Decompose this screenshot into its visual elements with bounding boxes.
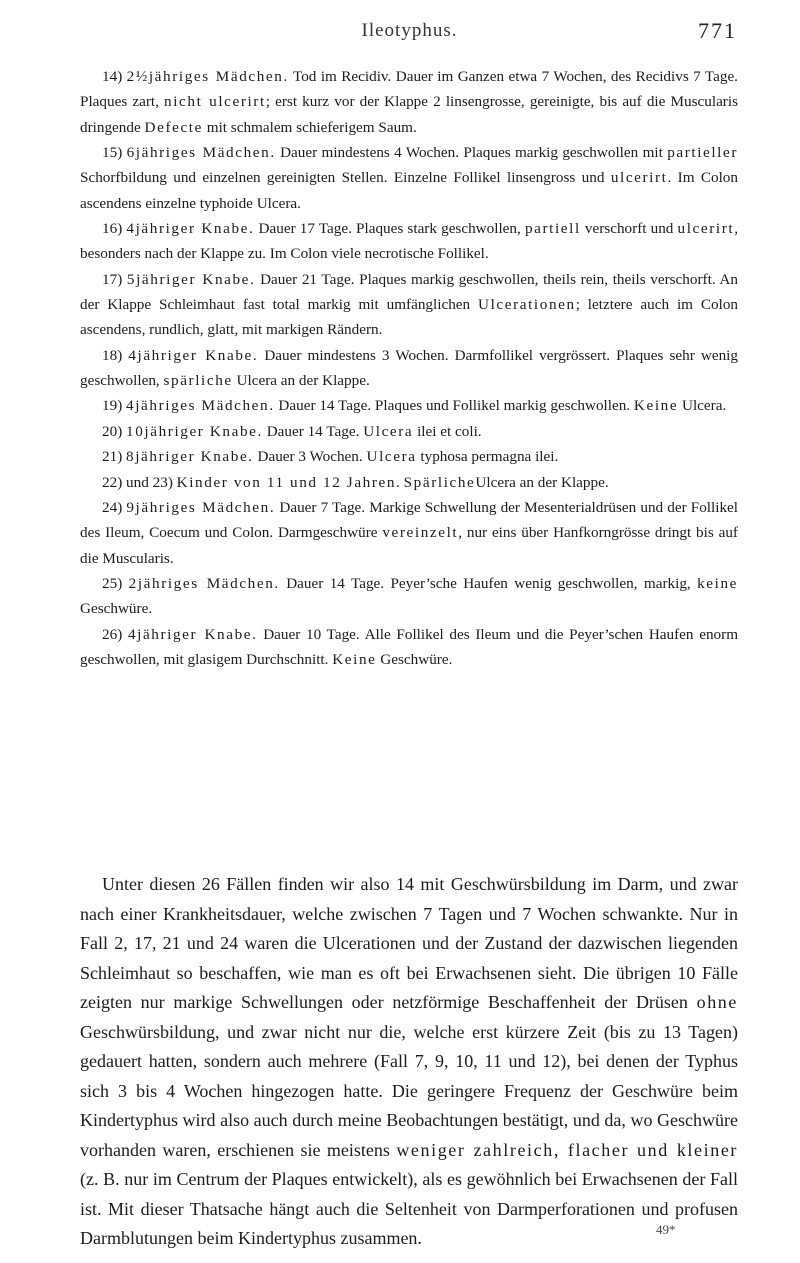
case-entry [80,622,738,673]
case-text: Geschwüre. [80,600,153,618]
summary-segment: (z. B. nur im Centrum der Plaques entwickelt), als es gewöhnlich bei Erwachsenen der Fall ist. Mit dieser Thatsache hängt auch die Seltenheit von Darmperforationen und profusen Darmblutungen beim Kindertyphus zusammen. [80,1169,738,1248]
case-number: 19) [102,397,127,415]
case-text: nicht ulcerirt [164,93,266,111]
summary-segment: Unter diesen 26 Fällen finden wir also 14 mit Geschwürsbildung im Darm, und zwar nach einer Krankheitsdauer, welche zwischen 7 Tagen und 7 Wochen schwankte. Nur in Fall 2, 17, 21 und 24 waren die Ulcerationen und der Zustand der dazwischen liegenden Schleimhaut so beschaffen, wie man es oft bei Erwachsenen sieht. Die übrigen 10 Fälle zeigten nur markige Schwellungen oder netzförmige Beschaffenheit der Drüsen [80,874,738,1012]
case-text: Defecte [144,118,203,136]
case-text: partiell [524,220,581,238]
summary-text [80,870,738,1254]
case-patient: 4jähriger Knabe. [126,220,255,238]
case-text: partieller [667,144,738,162]
case-text: Geschwüre. [376,650,453,668]
case-patient: 2jähriges Mädchen. [128,574,280,592]
case-entry [80,64,738,140]
case-patient: 5jähriger Knabe. [126,270,256,288]
case-entry [80,140,738,216]
case-patient: 10jähriger Knabe. [126,422,263,440]
summary-segment: ohne [696,992,738,1012]
signature-mark: 49* [656,1222,676,1237]
page-number: 771 [698,18,737,43]
case-text: keine [697,574,738,592]
case-text: und 23) [126,473,177,491]
case-text: Kinder von 11 und 12 Jahren [176,473,397,491]
case-text: Dauer 10 Tage. Alle Follikel des Ileum und die Peyer’schen Haufen enorm geschwollen, mit glasigem Durchschnitt. [80,625,739,668]
case-text: Dauer 14 Tage. Plaques und Follikel markig geschwollen. [274,397,634,415]
summary-paragraph [80,870,738,1254]
case-number: 18) [102,346,129,364]
case-text: . [396,473,404,491]
case-text: vereinzelt [382,524,459,542]
case-text: ; letztere auch im Colon ascendens, rundlich, glatt, mit markigen Rändern. [80,296,739,339]
case-text: Dauer 17 Tage. Plaques stark geschwollen, [254,220,525,238]
case-number: 20) [102,422,127,440]
case-number: 16) [102,220,127,238]
case-text: Dauer 14 Tage. Peyer’sche Haufen wenig geschwollen, markig, [279,574,698,592]
case-text: ilei et coli. [413,422,482,440]
case-patient: 8jähriger Knabe. [126,448,254,466]
case-text: Ulcera an der Klappe. [475,473,609,491]
case-text: Schorfbildung und einzelnen gereinigten Stellen. Einzelne Follikel linsengross und [80,169,611,187]
case-text: Dauer 7 Tage. Markige Schwellung der Mesenterialdrüsen und der Follikel des Ileum, Coecum und Colon. Darmgeschwüre [80,498,738,542]
case-number: 17) [102,270,127,288]
case-number: 24) [102,498,127,516]
case-text: Dauer mindestens 3 Wochen. Darmfollikel vergrössert. Plaques sehr wenig geschwollen, [80,346,738,390]
case-text: Dauer 21 Tage. Plaques markig geschwollen, theils rein, theils verschorft. An der Klappe Schleimhaut fast total markig mit umfänglichen [80,270,738,314]
case-text: typhosa permagna ilei. [416,448,559,466]
case-text: Ulcera. [678,397,727,415]
case-text: spärliche [163,372,233,390]
case-entry [80,267,738,343]
case-text: Keine [332,650,377,668]
summary-segment: Geschwürsbildung, und zwar nicht nur die, welche erst kürzere Zeit (bis zu 13 Tagen) gedauert hatten, sondern auch mehrere (Fall 7, 9, 10, 11 und 12), bei denen der Typhus sich 3 bis 4 Wochen hingezogen hatte. Die geringere Frequenz der Geschwüre beim Kindertyphus wird also auch durch meine Beobachtungen bestätigt, und da, wo Geschwüre vorhanden waren, erschienen sie meistens [80,1021,738,1160]
case-text: Dauer mindestens 4 Wochen. Plaques markig geschwollen mit [275,144,668,162]
case-entry [80,571,738,622]
case-entry [80,343,738,394]
case-patient: 4jähriges Mädchen. [126,397,275,415]
case-text: Ulcera [363,422,414,440]
case-patient: 9jähriges Mädchen. [126,498,276,516]
case-list [80,64,738,672]
case-entry [80,216,738,267]
case-text: Spärliche [403,473,476,491]
case-patient: 2½jähriges Mädchen. [126,68,289,85]
case-text: . Im Colon ascendens einzelne typhoide Ulcera. [80,169,738,212]
case-patient: 6jähriges Mädchen. [126,144,276,162]
summary-segment: weniger zahlreich, flacher und kleiner [396,1139,738,1160]
case-text: ; erst kurz vor der Klappe 2 linsengrosse, gereinigte, bis auf die Muscularis dringende [80,93,738,136]
case-text: ulcerirt [677,220,735,238]
case-text: , nur eins über Hanfkorngrösse dringt bis auf die Muscularis. [80,524,738,567]
case-entry [80,444,738,469]
case-entry [80,393,738,418]
running-head [82,20,737,50]
case-text: Ulcera [366,448,417,466]
running-title: Ileotyphus. [361,20,458,41]
case-text: ulcerirt [610,169,668,187]
case-number: 25) [102,574,129,592]
case-entry [80,495,738,571]
case-entry [80,419,738,444]
case-text: Dauer 14 Tage. [262,422,364,440]
case-patient: 4jähriger Knabe. [127,625,258,643]
case-patient: 4jähriger Knabe. [128,346,259,364]
case-text: , besonders nach der Klappe zu. Im Colon viele necrotische Follikel. [80,220,738,263]
case-number: 26) [102,625,128,643]
case-text: Dauer 3 Wochen. [253,448,367,466]
case-text: Tod im Recidiv. Dauer im Ganzen etwa 7 Wochen, des Recidivs 7 Tage. Plaques zart, [80,68,738,111]
case-text: Ulcera an der Klappe. [232,372,370,390]
case-text: Keine [633,397,679,415]
case-number: 15) [102,144,127,162]
case-text: Ulcerationen [478,296,576,314]
case-text: verschorft und [580,220,678,238]
case-text: mit schmalem schieferigem Saum. [202,118,417,136]
case-entry [80,470,738,495]
case-number: 22) [102,473,127,491]
case-number: 21) [102,448,127,466]
case-number: 14) [102,68,127,85]
